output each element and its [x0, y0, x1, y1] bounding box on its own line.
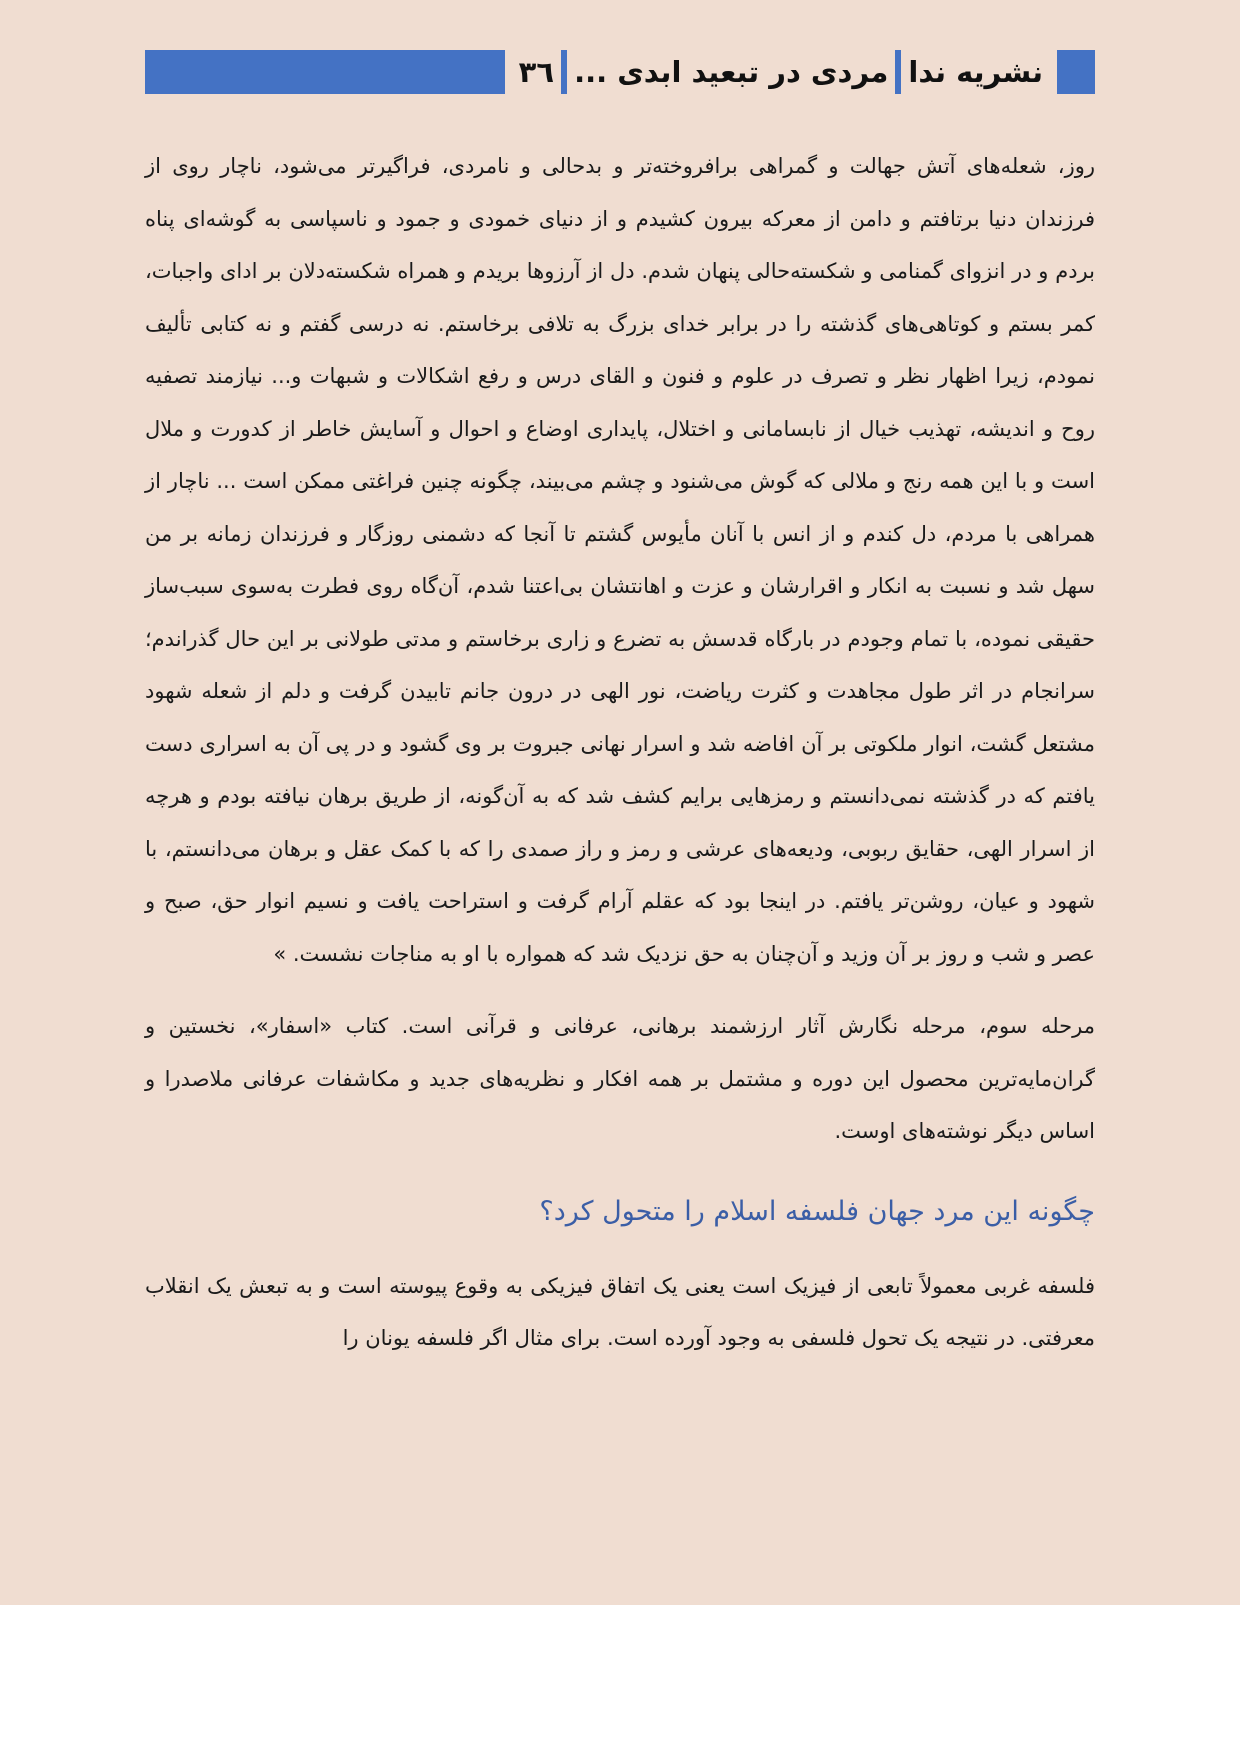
header-separator: [561, 50, 567, 94]
page-header: [145, 50, 1095, 94]
article-body: [145, 140, 1095, 1365]
publication-name: نشریه ندا: [908, 55, 1043, 89]
section-heading: چگونه این مرد جهان فلسفه اسلام را متحول کرد؟: [539, 1195, 1095, 1227]
body-paragraph: روز، شعله‌های آتش جهالت و گمراهی برافروخته‌تر و بدحالی و نامردی، فراگیرتر می‌شود، ناچار روی از فرزندان دنیا برتافتم و دامن از معرکه بیرون کشیدم و از دنیای خمودی و جمود و ناسپاسی به گوشه‌ای پناه بردم و در انزوای گمنامی و شکسته‌حالی پنهان شدم. دل از آرزوها بریدم و همراه شکسته‌دلان بر ادای واجبات، کمر بستم و کوتاهی‌های گذشته را در برابر خدای بزرگ به تلافی برخاستم. نه درسی گفتم و نه کتابی تألیف نمودم، زیرا اظهار نظر و تصرف در علوم و فنون و القای درس و رفع اشکالات و شبهات و... نیازمند تصفیه روح و اندیشه، تهذیب خیال از نابسامانی و اختلال، پایداری اوضاع و احوال و آسایش خاطر از کدورت و ملال است و با این همه رنج و ملالی که گوش می‌شنود و چشم می‌بیند، چگونه چنین فراغتی ممکن است ... ناچار از همراهی با مردم، دل کندم و از انس با آنان مأیوس گشتم تا آنجا که دشمنی روزگار و فرزندان زمانه بر من سهل شد و نسبت به انکار و اقرارشان و عزت و اهانتشان بی‌اعتنا شدم، آن‌گاه روی فطرت به‌سوی سبب‌ساز حقیقی نموده، با تمام وجودم در بارگاه قدسش به تضرع و زاری برخاستم و مدتی طولانی بر این حال گذراندم؛ سرانجام در اثر طول مجاهدت و کثرت ریاضت، نور الهی در درون جانم تابیدن گرفت و دلم از شعله شهود مشتعل گشت، انوار ملکوتی بر آن افاضه شد و اسرار نهانی جبروت بر وی گشود و در پی آن به اسراری دست یافتم که در گذشته نمی‌دانستم و رمزهایی برایم کشف شد که به آن‌گونه، از طریق برهان نیافته بودم و هرچه از اسرار الهی، حقایق ربوبی، ودیعه‌های عرشی و رمز و راز صمدی را که با کمک عقل و برهان می‌دانستم، با شهود و عیان، روشن‌تر یافتم. در اینجا بود که عقلم آرام گرفت و استراحت یافت و نسیم انوار حق، صبح و عصر و شب و روز بر آن وزید و آن‌چنان به حق نزدیک شد که همواره با او به مناجات نشست. »: [145, 154, 1095, 966]
header-accent-bar: [145, 50, 505, 94]
header-accent-square: [1057, 50, 1095, 94]
header-separator: [895, 50, 901, 94]
body-paragraph: فلسفه غربی معمولاً تابعی از فیزیک است یعنی یک اتفاق فیزیکی به وقوع پیوسته است و به تبعش یک انقلاب معرفتی. در نتیجه یک تحول فلسفی به وجود آورده است. برای مثال اگر فلسفه یونان را: [145, 1273, 1095, 1350]
body-paragraph: مرحله سوم، مرحله نگارش آثار ارزشمند برهانی، عرفانی و قرآنی است. کتاب «اسفار»، نخستین و گران‌مایه‌ترین محصول این دوره و مشتمل بر همه افکار و نظریه‌های جدید و مکاشفات عرفانی ملاصدرا و اساس دیگر نوشته‌های اوست.: [145, 1014, 1095, 1143]
page-number: ۳٦: [518, 55, 555, 89]
article-title: مردی در تبعید ابدی ...: [574, 55, 889, 89]
